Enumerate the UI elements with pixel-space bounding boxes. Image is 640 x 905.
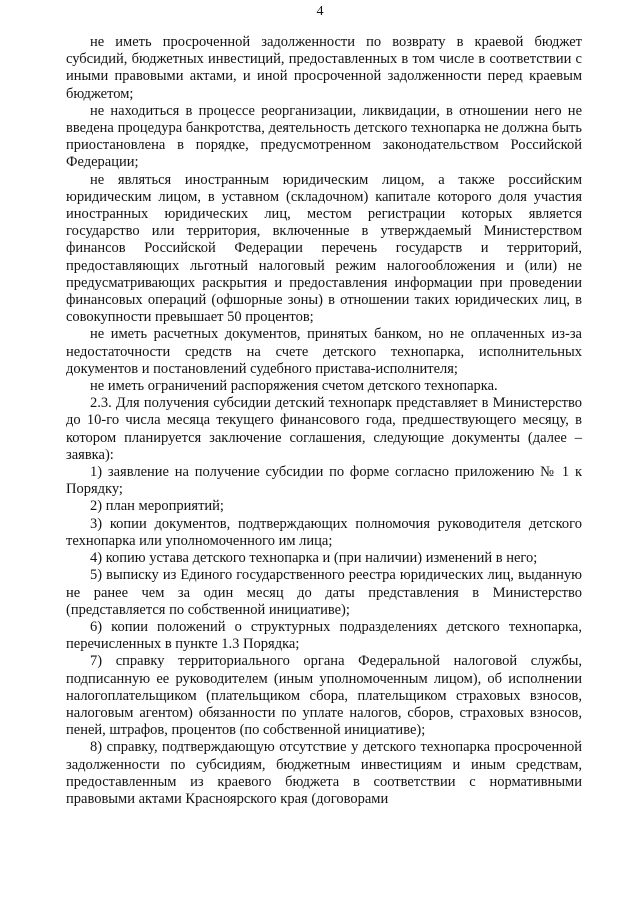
paragraph: 5) выписку из Единого государственного реестра юридических лиц, выданную не ранее чем за один месяц до даты представления в Министерство (представляется по собственной инициативе);: [66, 567, 582, 618]
paragraph: 7) справку территориального органа Федеральной налоговой службы, подписанную ее руководителем (иным уполномоченным лицом), об исполнении налогоплательщиком (плательщиком сбора, плательщиком страховых взносов, налоговым агентом) обязанности по уплате налогов, сборов, страховых взносов, пеней, штрафов, процентов (по собственной инициативе);: [66, 653, 582, 739]
paragraph: не находиться в процессе реорганизации, ликвидации, в отношении него не введена процедура банкротства, деятельность детского технопарка не должна быть приостановлена в порядке, предусмотренном законодательством Российской Федерации;: [66, 102, 582, 171]
paragraph: 6) копии положений о структурных подразделениях детского технопарка, перечисленных в пункте 1.3 Порядка;: [66, 618, 582, 653]
paragraph: 4) копию устава детского технопарка и (при наличии) изменений в него;: [90, 550, 538, 567]
paragraph: не иметь расчетных документов, принятых банком, но не оплаченных из-за недостаточности средств на счете детского технопарка, исполнительных документов и постановлений судебного пристава-исполнителя;: [66, 326, 582, 377]
paragraph: не иметь просроченной задолженности по возврату в краевой бюджет субсидий, бюджетных инвестиций, предоставленных в том числе в соответствии с иными правовыми актами, и иной просроченной задолженности перед краевым бюджетом;: [66, 34, 582, 102]
paragraph: 2) план мероприятий;: [90, 498, 224, 515]
paragraph: 3) копии документов, подтверждающих полномочия руководителя детского технопарка или уполномоченного им лица;: [66, 515, 582, 549]
paragraph: 1) заявление на получение субсидии по форме согласно приложению № 1 к Порядку;: [66, 464, 582, 498]
page-number: 4: [316, 4, 324, 19]
paragraph: не иметь ограничений распоряжения счетом детского технопарка.: [90, 378, 498, 395]
body-text: [66, 34, 582, 808]
paragraph: не являться иностранным юридическим лицом, а также российским юридическим лицом, в уставном (складочном) капитале которого доля участия иностранных юридических лиц, местом регистрации которых является государство или территория, включенные в утверждаемый Министерством финансов Российской Федерации перечень государств и территорий, предоставляющих льготный налоговый режим налогообложения и (или) не предусматривающих раскрытия и предоставления информации при проведении финансовых операций (офшорные зоны) в отношении таких юридических лиц, в совокупности превышает 50 процентов;: [66, 171, 582, 326]
paragraph: 8) справку, подтверждающую отсутствие у детского технопарка просроченной задолженности по субсидиям, бюджетным инвестициям и иным средствам, предоставленным из краевого бюджета в соответствии с нормативными правовыми актами Красноярского края (договорами: [66, 739, 582, 807]
paragraph: 2.3. Для получения субсидии детский технопарк представляет в Министерство до 10-го числа месяца текущего финансового года, предшествующего месяцу, в котором планируется заключение соглашения, следующие документы (далее – заявка):: [66, 395, 582, 463]
